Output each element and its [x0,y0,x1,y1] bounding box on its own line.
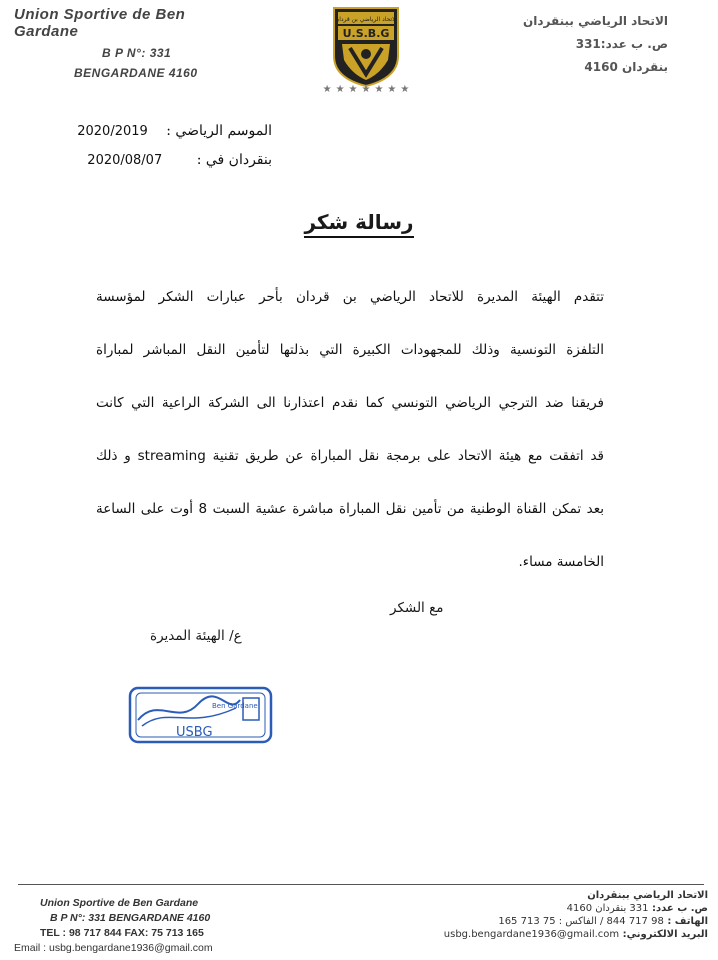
footer-email-value: usbg.bengardane1936@gmail.com [443,929,620,940]
body-line: بعد تمكن القناة الوطنية من تأمين نقل المباراة مباشرة عشية السبت 8 أوت على الساعة [96,501,604,517]
body-line: التلفزة التونسية وذلك للمجهودات الكبيرة التي بذلتها لتأمين النقل المباشر لمباراة [96,342,604,358]
body-line: الخامسة مساء. [518,554,604,570]
season-value: 2020/2019 [77,124,148,139]
body-line: تتقدم الهيئة المديرة للاتحاد الرياضي بن قردان بأحر عبارات الشكر لمؤسسة [96,289,604,305]
footer-arabic-block [408,890,708,942]
letter-title [0,210,718,234]
season-label: الموسم الرياضي : [166,123,272,139]
footer-address-arabic [408,903,708,914]
stamp-small-text: Ben Gardane [212,702,258,710]
header-french-block [14,6,244,80]
body-line: فريقنا ضد الترجي الرياضي التونسي كما نقدم اعتذارنا الى الشركة الراعية التي كانت [96,395,604,411]
city-french: BENGARDANE 4160 [74,66,198,80]
footer-club-name-french: Union Sportive de Ben Gardane [40,897,199,909]
club-logo [330,4,402,88]
logo-stars: ★★★★★★★ [322,84,414,95]
footer-phone-value: 98 717 844 / الفاكس : 75 713 165 [498,916,664,927]
footer-address-value: 331 بنقردان 4160 [566,903,649,914]
letter-title-text: رسالة شكر [304,210,413,238]
place-date-label: بنقردان في : [196,152,272,168]
footer-email-french: Email : usbg.bengardane1936@gmail.com [14,942,213,954]
po-box-arabic: ص. ب عدد:331 [575,37,668,51]
footer-phone-label: الهاتف : [667,916,708,927]
footer-email-arabic [408,929,708,940]
stamp-text: USBG [176,725,213,740]
footer-email-label: البريد الالكتروني: [622,929,708,940]
body-line: قد اتفقت مع هيئة الاتحاد على برمجة نقل المباراة عن طريق تقنية streaming و ذلك [96,448,604,464]
footer-french-block [14,897,304,957]
date-value: 2020/08/07 [87,153,163,168]
footer-divider [18,884,704,885]
club-name-arabic: الاتحاد الرياضي ببنقردان [523,14,668,28]
letter-body [96,285,604,603]
city-arabic: بنقردان 4160 [584,60,668,74]
footer-phone-arabic [408,916,708,927]
logo-usbg-text: U.S.B.G [342,27,390,40]
signatory-text: ع/ الهيئة المديرة [150,628,242,644]
logo-arabic-text: الاتحاد الرياضي بن قردان [334,16,398,23]
footer-phone-french: TEL : 98 717 844 FAX: 75 713 165 [40,927,204,939]
footer-club-name-arabic: الاتحاد الرياضي ببنقردان [587,890,708,901]
footer-address-label: ص. ب عدد: [651,903,708,914]
po-box-french: B P N°: 331 [102,46,172,60]
closing-text: مع الشكر [390,600,444,616]
season-line [77,123,272,139]
date-line [87,152,272,168]
footer-address-french: B P N°: 331 BENGARDANE 4160 [50,912,211,924]
club-stamp [128,686,273,744]
header-arabic-block [448,14,668,83]
club-name-french: Union Sportive de Ben Gardane [14,6,186,40]
